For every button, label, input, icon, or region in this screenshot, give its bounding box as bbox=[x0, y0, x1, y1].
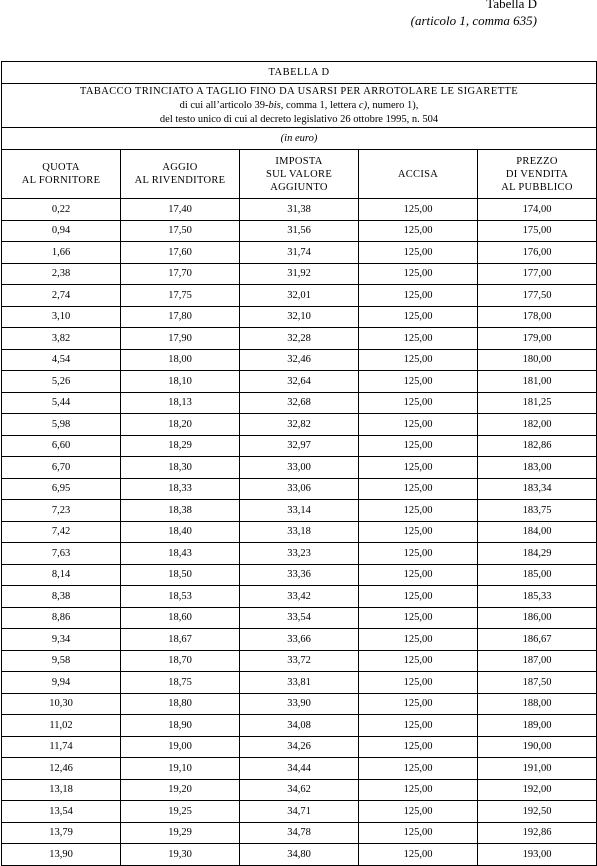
table-cell: 185,00 bbox=[478, 564, 597, 586]
table-cell: 8,38 bbox=[2, 586, 121, 608]
column-header-line: AL PUBBLICO bbox=[501, 181, 573, 193]
table-cell: 34,78 bbox=[240, 822, 359, 844]
table-cell: 18,33 bbox=[121, 478, 240, 500]
table-cell: 125,00 bbox=[359, 693, 478, 715]
table-cell: 17,90 bbox=[121, 328, 240, 350]
table-cell: 18,29 bbox=[121, 435, 240, 457]
table-cell: 125,00 bbox=[359, 328, 478, 350]
table-cell: 125,00 bbox=[359, 220, 478, 242]
table-cell: 184,29 bbox=[478, 543, 597, 565]
table-cell: 33,06 bbox=[240, 478, 359, 500]
price-table bbox=[1, 61, 597, 866]
table-cell: 125,00 bbox=[359, 349, 478, 371]
table-cell: 17,80 bbox=[121, 306, 240, 328]
table-cell: 34,62 bbox=[240, 779, 359, 801]
table-cell: 125,00 bbox=[359, 392, 478, 414]
table-cell: 8,14 bbox=[2, 564, 121, 586]
table-cell: 32,28 bbox=[240, 328, 359, 350]
table-cell: 11,02 bbox=[2, 715, 121, 737]
table-cell: 34,08 bbox=[240, 715, 359, 737]
column-header bbox=[478, 150, 597, 199]
column-header-line: AGGIUNTO bbox=[270, 181, 328, 193]
table-cell: 125,00 bbox=[359, 199, 478, 221]
table-cell: 18,70 bbox=[121, 650, 240, 672]
table-cell: 32,01 bbox=[240, 285, 359, 307]
table-cell: 13,18 bbox=[2, 779, 121, 801]
table-cell: 177,50 bbox=[478, 285, 597, 307]
table-cell: 6,60 bbox=[2, 435, 121, 457]
table-cell: 3,10 bbox=[2, 306, 121, 328]
table-cell: 34,44 bbox=[240, 758, 359, 780]
table-cell: 187,50 bbox=[478, 672, 597, 694]
table-title: TABELLA D bbox=[2, 62, 597, 84]
table-cell: 31,74 bbox=[240, 242, 359, 264]
table-row bbox=[2, 500, 597, 522]
table-cell: 13,79 bbox=[2, 822, 121, 844]
table-subtitle bbox=[2, 84, 597, 128]
table-row bbox=[2, 844, 597, 866]
table-cell: 125,00 bbox=[359, 564, 478, 586]
table-cell: 32,82 bbox=[240, 414, 359, 436]
table-cell: 33,14 bbox=[240, 500, 359, 522]
column-header bbox=[240, 150, 359, 199]
table-cell: 125,00 bbox=[359, 457, 478, 479]
table-cell: 19,10 bbox=[121, 758, 240, 780]
table-cell: 176,00 bbox=[478, 242, 597, 264]
table-cell: 125,00 bbox=[359, 736, 478, 758]
table-cell: 177,00 bbox=[478, 263, 597, 285]
table-cell: 182,00 bbox=[478, 414, 597, 436]
table-cell: 7,23 bbox=[2, 500, 121, 522]
table-cell: 32,64 bbox=[240, 371, 359, 393]
table-cell: 18,75 bbox=[121, 672, 240, 694]
table-cell: 174,00 bbox=[478, 199, 597, 221]
table-cell: 125,00 bbox=[359, 242, 478, 264]
table-row bbox=[2, 672, 597, 694]
table-cell: 125,00 bbox=[359, 822, 478, 844]
table-cell: 125,00 bbox=[359, 650, 478, 672]
table-cell: 3,82 bbox=[2, 328, 121, 350]
table-cell: 5,98 bbox=[2, 414, 121, 436]
table-cell: 18,60 bbox=[121, 607, 240, 629]
table-cell: 2,74 bbox=[2, 285, 121, 307]
price-table-body bbox=[2, 62, 597, 866]
table-cell: 19,20 bbox=[121, 779, 240, 801]
table-cell: 125,00 bbox=[359, 715, 478, 737]
table-cell: 6,70 bbox=[2, 457, 121, 479]
table-cell: 33,18 bbox=[240, 521, 359, 543]
column-header bbox=[121, 150, 240, 199]
table-cell: 13,90 bbox=[2, 844, 121, 866]
table-cell: 19,25 bbox=[121, 801, 240, 823]
table-cell: 125,00 bbox=[359, 586, 478, 608]
table-cell: 17,40 bbox=[121, 199, 240, 221]
table-cell: 1,66 bbox=[2, 242, 121, 264]
table-cell: 18,50 bbox=[121, 564, 240, 586]
column-header-line: SUL VALORE bbox=[265, 168, 333, 180]
table-cell: 186,00 bbox=[478, 607, 597, 629]
table-cell: 34,26 bbox=[240, 736, 359, 758]
table-cell: 192,86 bbox=[478, 822, 597, 844]
table-cell: 11,74 bbox=[2, 736, 121, 758]
table-cell: 125,00 bbox=[359, 306, 478, 328]
column-header-line: AGGIO bbox=[162, 162, 198, 173]
table-row bbox=[2, 543, 597, 565]
table-cell: 193,00 bbox=[478, 844, 597, 866]
table-row bbox=[2, 414, 597, 436]
column-header-line: QUOTA bbox=[42, 162, 80, 173]
table-cell: 2,38 bbox=[2, 263, 121, 285]
table-title-row bbox=[2, 62, 597, 84]
table-cell: 0,22 bbox=[2, 199, 121, 221]
table-cell: 10,30 bbox=[2, 693, 121, 715]
table-subtitle-row bbox=[2, 84, 597, 128]
table-cell: 125,00 bbox=[359, 500, 478, 522]
table-row bbox=[2, 242, 597, 264]
table-cell: 33,42 bbox=[240, 586, 359, 608]
subtitle-line-2-part: , numero 1), bbox=[367, 99, 419, 111]
table-cell: 18,00 bbox=[121, 349, 240, 371]
table-cell: 32,46 bbox=[240, 349, 359, 371]
table-cell: 125,00 bbox=[359, 263, 478, 285]
subtitle-line-1: TABACCO TRINCIATO A TAGLIO FINO DA USARSI PER ARROTOLARE LE SIGARETTE bbox=[79, 85, 519, 97]
column-header-line: AL RIVENDITORE bbox=[134, 175, 226, 186]
table-cell: 18,90 bbox=[121, 715, 240, 737]
table-cell: 125,00 bbox=[359, 414, 478, 436]
table-row bbox=[2, 349, 597, 371]
table-cell: 33,81 bbox=[240, 672, 359, 694]
table-cell: 18,30 bbox=[121, 457, 240, 479]
table-row bbox=[2, 650, 597, 672]
table-cell: 17,50 bbox=[121, 220, 240, 242]
table-cell: 31,92 bbox=[240, 263, 359, 285]
table-cell: 0,94 bbox=[2, 220, 121, 242]
table-cell: 33,00 bbox=[240, 457, 359, 479]
table-cell: 8,86 bbox=[2, 607, 121, 629]
table-row bbox=[2, 801, 597, 823]
table-cell: 125,00 bbox=[359, 779, 478, 801]
table-cell: 34,80 bbox=[240, 844, 359, 866]
table-cell: 178,00 bbox=[478, 306, 597, 328]
subtitle-line-2-italic: bis bbox=[268, 99, 281, 111]
column-header-line: DI VENDITA bbox=[505, 168, 569, 180]
table-cell: 180,00 bbox=[478, 349, 597, 371]
table-row bbox=[2, 263, 597, 285]
article-reference: (articolo 1, comma 635) bbox=[410, 13, 537, 28]
table-row bbox=[2, 328, 597, 350]
table-row bbox=[2, 392, 597, 414]
table-cell: 7,63 bbox=[2, 543, 121, 565]
table-cell: 186,67 bbox=[478, 629, 597, 651]
unit-row bbox=[2, 128, 597, 150]
table-cell: 19,00 bbox=[121, 736, 240, 758]
table-cell: 179,00 bbox=[478, 328, 597, 350]
table-cell: 17,70 bbox=[121, 263, 240, 285]
subtitle-line-2-part: di cui all’articolo 39- bbox=[179, 99, 269, 111]
table-cell: 17,60 bbox=[121, 242, 240, 264]
table-cell: 32,10 bbox=[240, 306, 359, 328]
column-header bbox=[2, 150, 121, 199]
column-header bbox=[359, 150, 478, 199]
table-cell: 9,58 bbox=[2, 650, 121, 672]
table-row bbox=[2, 457, 597, 479]
table-row bbox=[2, 715, 597, 737]
table-cell: 4,54 bbox=[2, 349, 121, 371]
table-cell: 18,53 bbox=[121, 586, 240, 608]
table-cell: 7,42 bbox=[2, 521, 121, 543]
table-cell: 192,00 bbox=[478, 779, 597, 801]
table-cell: 18,38 bbox=[121, 500, 240, 522]
table-cell: 33,36 bbox=[240, 564, 359, 586]
table-cell: 125,00 bbox=[359, 844, 478, 866]
table-row bbox=[2, 564, 597, 586]
table-cell: 125,00 bbox=[359, 285, 478, 307]
column-header-line: AL FORNITORE bbox=[21, 175, 101, 186]
table-cell: 125,00 bbox=[359, 672, 478, 694]
table-cell: 18,80 bbox=[121, 693, 240, 715]
table-cell: 19,29 bbox=[121, 822, 240, 844]
table-cell: 188,00 bbox=[478, 693, 597, 715]
table-row bbox=[2, 478, 597, 500]
table-row bbox=[2, 822, 597, 844]
table-row bbox=[2, 220, 597, 242]
table-cell: 182,86 bbox=[478, 435, 597, 457]
table-cell: 18,43 bbox=[121, 543, 240, 565]
table-cell: 125,00 bbox=[359, 758, 478, 780]
table-cell: 187,00 bbox=[478, 650, 597, 672]
table-row bbox=[2, 306, 597, 328]
table-cell: 125,00 bbox=[359, 435, 478, 457]
table-cell: 31,56 bbox=[240, 220, 359, 242]
table-cell: 184,00 bbox=[478, 521, 597, 543]
table-cell: 190,00 bbox=[478, 736, 597, 758]
table-cell: 9,34 bbox=[2, 629, 121, 651]
table-row bbox=[2, 371, 597, 393]
table-row bbox=[2, 693, 597, 715]
table-cell: 18,40 bbox=[121, 521, 240, 543]
table-cell: 181,00 bbox=[478, 371, 597, 393]
table-cell: 175,00 bbox=[478, 220, 597, 242]
table-cell: 125,00 bbox=[359, 371, 478, 393]
table-row bbox=[2, 758, 597, 780]
table-cell: 18,13 bbox=[121, 392, 240, 414]
table-cell: 183,34 bbox=[478, 478, 597, 500]
column-header-line: IMPOSTA bbox=[275, 155, 323, 167]
table-cell: 13,54 bbox=[2, 801, 121, 823]
table-cell: 125,00 bbox=[359, 801, 478, 823]
subtitle-line-2-part: , comma 1, lettera bbox=[280, 99, 359, 111]
table-cell: 183,75 bbox=[478, 500, 597, 522]
table-cell: 33,23 bbox=[240, 543, 359, 565]
table-cell: 125,00 bbox=[359, 629, 478, 651]
table-row bbox=[2, 521, 597, 543]
table-cell: 31,38 bbox=[240, 199, 359, 221]
table-cell: 19,30 bbox=[121, 844, 240, 866]
subtitle-line-2 bbox=[2, 99, 596, 113]
table-cell: 125,00 bbox=[359, 543, 478, 565]
table-row bbox=[2, 607, 597, 629]
table-row bbox=[2, 199, 597, 221]
table-cell: 18,67 bbox=[121, 629, 240, 651]
subtitle-line-3: del testo unico di cui al decreto legislativo 26 ottobre 1995, n. 504 bbox=[159, 113, 439, 125]
table-cell: 125,00 bbox=[359, 607, 478, 629]
table-cell: 185,33 bbox=[478, 586, 597, 608]
table-cell: 5,26 bbox=[2, 371, 121, 393]
table-cell: 32,68 bbox=[240, 392, 359, 414]
table-cell: 191,00 bbox=[478, 758, 597, 780]
table-cell: 6,95 bbox=[2, 478, 121, 500]
table-row bbox=[2, 736, 597, 758]
table-cell: 9,94 bbox=[2, 672, 121, 694]
table-cell: 33,54 bbox=[240, 607, 359, 629]
subtitle-line-2-italic: c) bbox=[358, 99, 368, 111]
table-cell: 183,00 bbox=[478, 457, 597, 479]
table-cell: 17,75 bbox=[121, 285, 240, 307]
table-row bbox=[2, 435, 597, 457]
table-cell: 5,44 bbox=[2, 392, 121, 414]
table-row bbox=[2, 285, 597, 307]
table-cell: 181,25 bbox=[478, 392, 597, 414]
table-cell: 33,66 bbox=[240, 629, 359, 651]
column-header-row bbox=[2, 150, 597, 199]
table-cell: 125,00 bbox=[359, 478, 478, 500]
table-cell: 18,20 bbox=[121, 414, 240, 436]
table-cell: 18,10 bbox=[121, 371, 240, 393]
table-cell: 192,50 bbox=[478, 801, 597, 823]
table-cell: 32,97 bbox=[240, 435, 359, 457]
table-cell: 12,46 bbox=[2, 758, 121, 780]
table-cell: 33,72 bbox=[240, 650, 359, 672]
table-row bbox=[2, 629, 597, 651]
table-cell: 34,71 bbox=[240, 801, 359, 823]
table-row bbox=[2, 586, 597, 608]
table-cell: 33,90 bbox=[240, 693, 359, 715]
table-cell: 125,00 bbox=[359, 521, 478, 543]
table-cell: 189,00 bbox=[478, 715, 597, 737]
column-header-line: ACCISA bbox=[397, 168, 439, 180]
table-row bbox=[2, 779, 597, 801]
column-header-line: PREZZO bbox=[516, 155, 558, 167]
unit-label: (in euro) bbox=[2, 128, 597, 150]
tabella-label: Tabella D bbox=[486, 0, 537, 11]
